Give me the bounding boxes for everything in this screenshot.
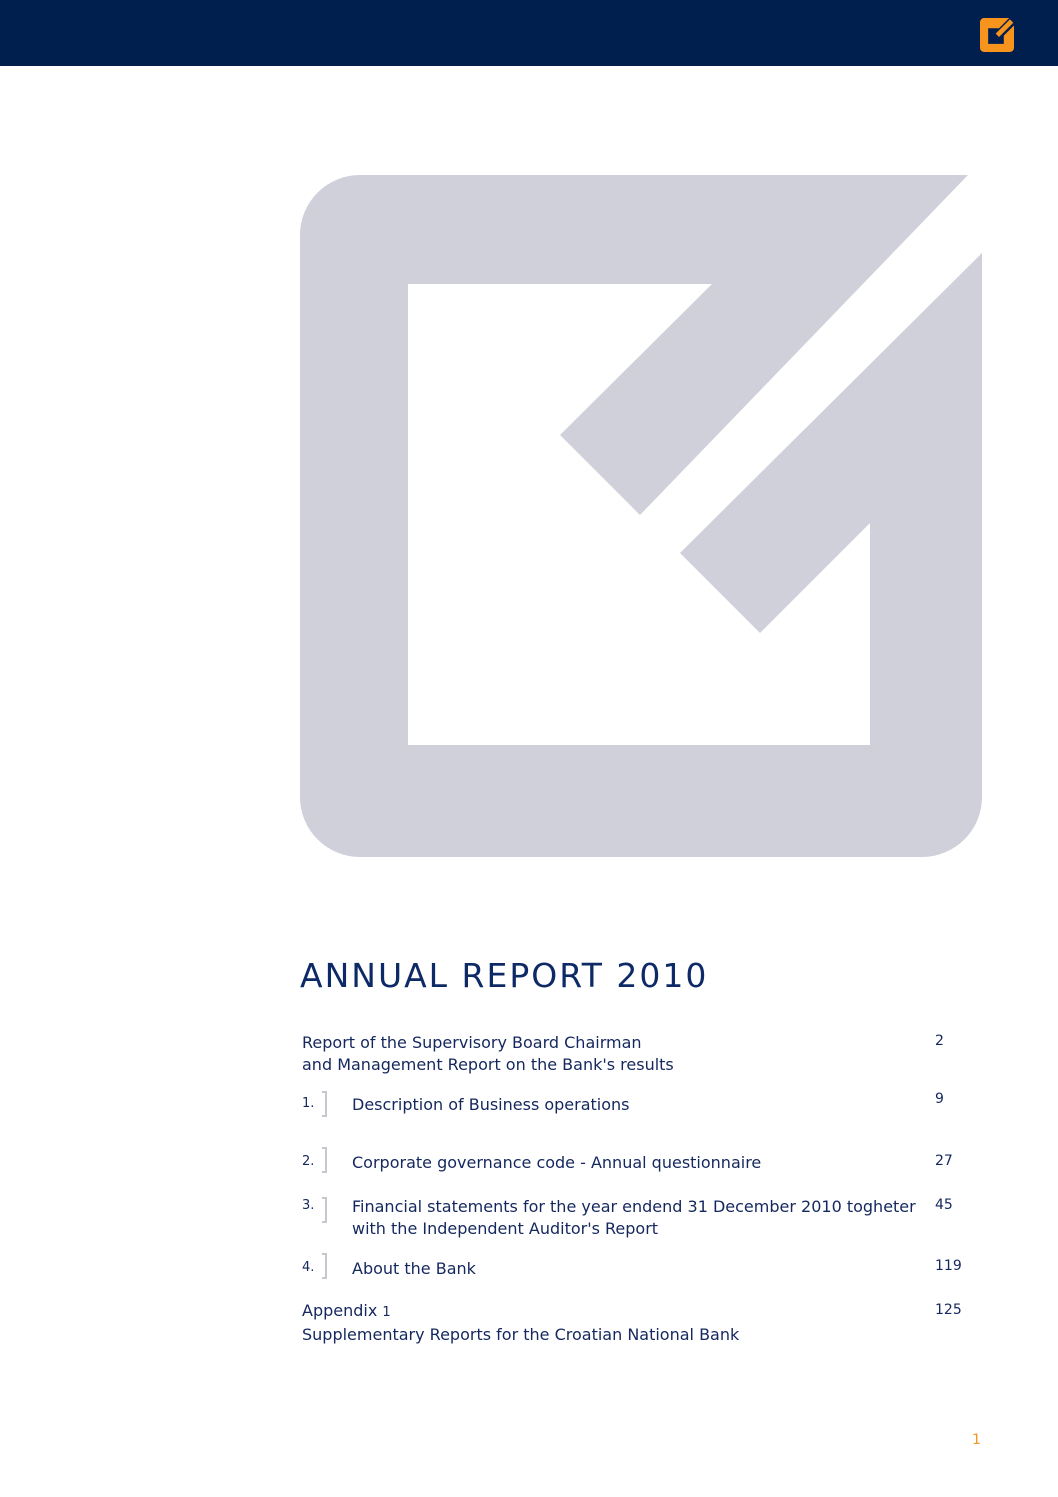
toc-section-number: 4. [302,1260,315,1275]
toc-section-number: 2. [302,1154,315,1169]
bracket-icon [314,1252,340,1280]
toc-page-number: 9 [935,1091,944,1107]
toc-entry-title: Appendix 1 Supplementary Reports for the Croatian National Bank [302,1301,740,1344]
bracket-icon [314,1090,340,1118]
header-bar [0,0,1058,66]
page-number: 1 [972,1432,981,1448]
bank-logo-icon [980,18,1014,52]
report-title: ANNUAL REPORT 2010 [300,956,709,995]
toc-page-number: 2 [935,1033,944,1049]
toc-section-number: 3. [302,1198,315,1213]
bracket-icon [314,1196,340,1224]
toc-page-number: 27 [935,1153,953,1169]
toc-section-number: 1. [302,1096,315,1111]
toc-entry-title: About the Bank [352,1259,476,1278]
bracket-icon [314,1146,340,1174]
toc-entry-title: Corporate governance code - Annual questionnaire [352,1153,762,1172]
toc-page-number: 125 [935,1302,962,1318]
toc-entry-title: Financial statements for the year endend 31 December 2010 togheter with the Independent Auditor's Report [352,1197,916,1238]
cover-logo-icon [300,175,982,857]
toc-entry-title: Report of the Supervisory Board Chairman and Management Report on the Bank's results [302,1033,674,1074]
appendix-label: Appendix [302,1301,378,1320]
toc-entry-title: Description of Business operations [352,1095,630,1114]
appendix-number: 1 [382,1305,391,1320]
toc-page-number: 45 [935,1197,953,1213]
toc-page-number: 119 [935,1258,962,1274]
